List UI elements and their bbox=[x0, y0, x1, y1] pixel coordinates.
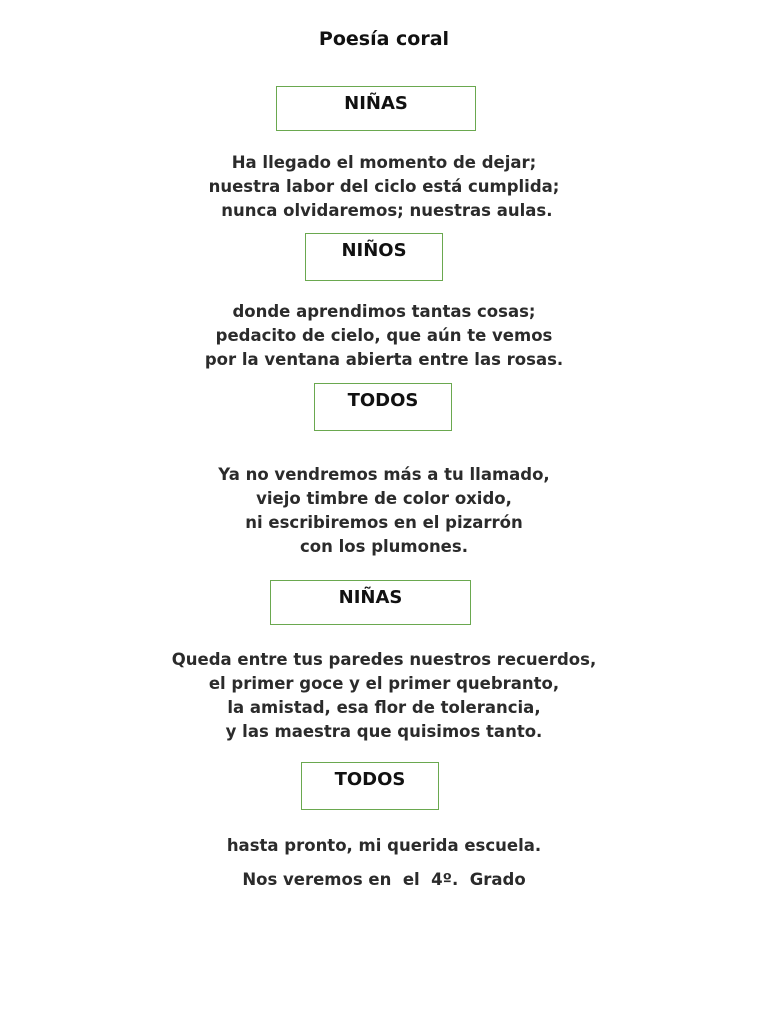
verse-line: viejo timbre de color oxido, bbox=[256, 489, 512, 508]
speaker-box-ninos bbox=[305, 233, 443, 281]
speaker-label: NIÑAS bbox=[344, 93, 408, 114]
stanza-3 bbox=[0, 463, 768, 559]
stanza-5 bbox=[0, 834, 768, 858]
stanza-2 bbox=[0, 300, 768, 372]
speaker-label: TODOS bbox=[334, 769, 406, 790]
verse-line: y las maestra que quisimos tanto. bbox=[225, 722, 543, 741]
speaker-box-todos-1 bbox=[314, 383, 452, 431]
speaker-label: NIÑAS bbox=[338, 587, 403, 608]
verse-line: por la ventana abierta entre las rosas. bbox=[204, 350, 564, 369]
verse-line: con los plumones. bbox=[300, 537, 468, 556]
speaker-box-ninas-2 bbox=[270, 580, 471, 625]
verse-line: la amistad, esa flor de tolerancia, bbox=[227, 698, 541, 717]
closing-line: Nos veremos en el 4º. Grado bbox=[242, 870, 526, 889]
verse-line: Ya no vendremos más a tu llamado, bbox=[218, 465, 550, 484]
verse-line: hasta pronto, mi querida escuela. bbox=[226, 836, 542, 855]
stanza-4 bbox=[0, 648, 768, 744]
speaker-box-todos-2 bbox=[301, 762, 439, 810]
verse-line: Ha llegado el momento de dejar; bbox=[231, 153, 537, 172]
stanza-1 bbox=[0, 151, 768, 223]
speaker-box-ninas-1 bbox=[276, 86, 476, 131]
verse-line: nunca olvidaremos; nuestras aulas. bbox=[215, 201, 553, 220]
speaker-label: NIÑOS bbox=[341, 240, 407, 261]
page-title: Poesía coral bbox=[318, 28, 450, 50]
verse-line: donde aprendimos tantas cosas; bbox=[232, 302, 536, 321]
verse-line: pedacito de cielo, que aún te vemos bbox=[215, 326, 553, 345]
verse-line: ni escribiremos en el pizarrón bbox=[245, 513, 523, 532]
verse-line: el primer goce y el primer quebranto, bbox=[208, 674, 560, 693]
verse-line: Queda entre tus paredes nuestros recuerdos, bbox=[171, 650, 597, 669]
verse-line: nuestra labor del ciclo está cumplida; bbox=[208, 177, 560, 196]
speaker-label: TODOS bbox=[347, 390, 419, 411]
